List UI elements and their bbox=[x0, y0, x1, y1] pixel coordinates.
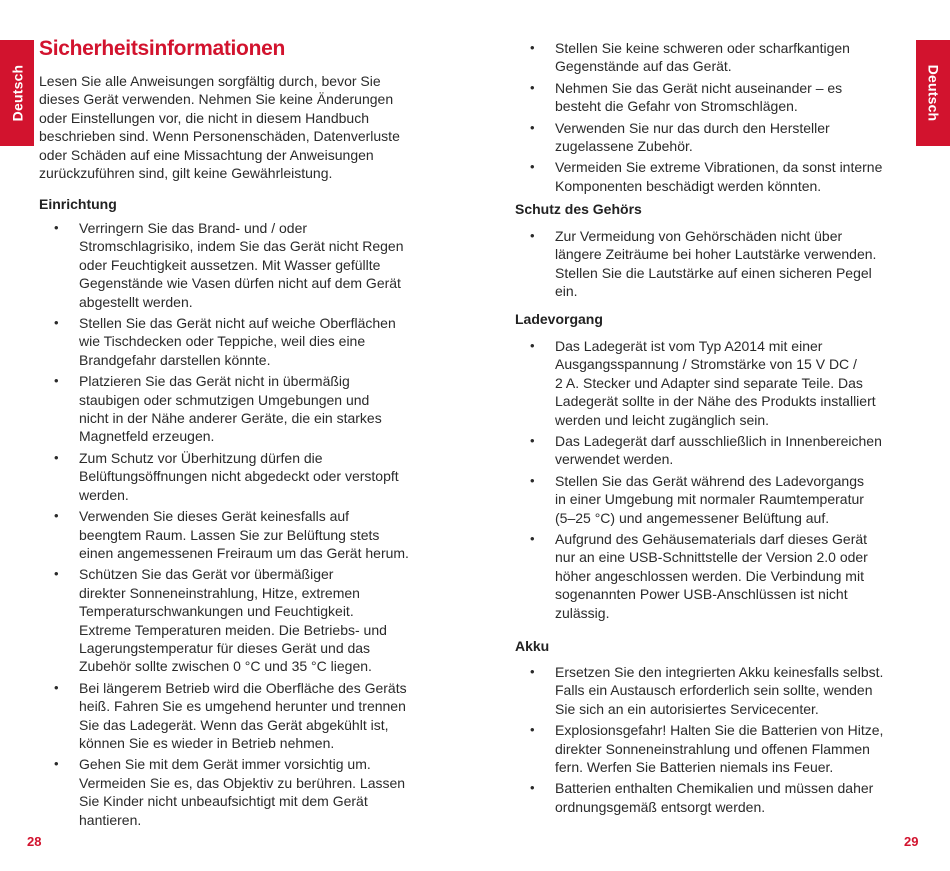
bullet-icon: • bbox=[530, 780, 535, 796]
section-heading-einrichtung: Einrichtung bbox=[39, 196, 117, 212]
bullet-icon: • bbox=[530, 228, 535, 243]
akku-list bbox=[515, 663, 915, 816]
language-tab-label: Deutsch bbox=[925, 64, 942, 122]
list-item: • Zur Vermeidung von Gehörschäden nicht über längere Zeiträume bei hoher Lautstärke verwenden. Stellen Sie die Lautstärke auf einen sicheren Pegel ein. bbox=[530, 228, 877, 300]
bullet-icon: • bbox=[54, 220, 59, 235]
bullet-icon: • bbox=[54, 508, 59, 524]
page-number-right: 29 bbox=[904, 834, 919, 849]
list-item: • Verwenden Sie nur das durch den Hersteller zugelassene Zubehör. bbox=[530, 119, 830, 155]
list-item: • Stellen Sie keine schweren oder scharfkantigen Gegenstände auf das Gerät. bbox=[530, 40, 850, 75]
einrichtung-list bbox=[39, 219, 449, 829]
bullet-icon: • bbox=[54, 566, 59, 582]
list-item: • Batterien enthalten Chemikalien und müssen daher ordnungsgemäß entsorgt werden. bbox=[530, 780, 874, 815]
bullet-icon: • bbox=[530, 664, 535, 679]
language-tab-right bbox=[916, 40, 950, 146]
bullet-icon: • bbox=[530, 159, 535, 175]
bullet-icon: • bbox=[530, 433, 535, 449]
list-item: • Vermeiden Sie extreme Vibrationen, da sonst interne Komponenten beschädigt werden könnten. bbox=[530, 159, 883, 194]
general-safety-list bbox=[515, 39, 915, 195]
language-tab-left bbox=[0, 40, 34, 146]
section-heading-gehoer: Schutz des Gehörs bbox=[515, 201, 642, 217]
bullet-icon: • bbox=[54, 679, 59, 695]
bullet-icon: • bbox=[54, 756, 59, 772]
bullet-icon: • bbox=[54, 373, 59, 389]
list-item: • Ersetzen Sie den integrierten Akku keinesfalls selbst. Falls ein Austausch erforderlich sein sollte, wenden Sie sich an ein autorisiertes Servicecenter. bbox=[530, 664, 884, 717]
bullet-icon: • bbox=[530, 531, 535, 547]
bullet-icon: • bbox=[54, 315, 59, 331]
bullet-icon: • bbox=[54, 449, 59, 465]
language-tab-label: Deutsch bbox=[9, 64, 26, 122]
list-item: • Platzieren Sie das Gerät nicht in übermäßig staubigen oder schmutzigen Umgebungen und nicht in der Nähe anderer Geräte, die ein starkes Magnetfeld erzeugen. bbox=[54, 373, 382, 445]
bullet-icon: • bbox=[530, 119, 535, 135]
list-item: • Das Ladegerät darf ausschließlich in Innenbereichen verwendet werden. bbox=[530, 433, 882, 468]
bullet-icon: • bbox=[530, 722, 535, 738]
list-item: • Verwenden Sie dieses Gerät keinesfalls auf beengtem Raum. Lassen Sie zur Belüftung stets einen angemessenen Freiraum um das Gerät herum. bbox=[54, 508, 409, 561]
page-number-left: 28 bbox=[27, 834, 42, 849]
list-item: • Verringern Sie das Brand- und / oder Stromschlagrisiko, indem Sie das Gerät nicht Regen oder Feuchtigkeit aussetzen. Mit Wasser gefüllte Gegenstände wie Vasen dürfen nicht auf dem Gerät abgestellt werden. bbox=[54, 220, 404, 310]
bullet-icon: • bbox=[530, 338, 535, 353]
section-heading-ladevorgang: Ladevorgang bbox=[515, 311, 603, 327]
list-item: • Aufgrund des Gehäusematerials darf dieses Gerät nur an eine USB-Schnittstelle der Version 2.0 oder höher angeschlossen werden. Die Verbindung mit sogenannten Power USB-Anschlüssen ist nicht zulässig. bbox=[530, 531, 868, 621]
list-item: • Nehmen Sie das Gerät nicht auseinander – es besteht die Gefahr von Stromschlägen. bbox=[530, 79, 843, 115]
list-item: • Das Ladegerät ist vom Typ A2014 mit einer Ausgangsspannung / Stromstärke von 15 V DC / 2 A. Stecker und Adapter sind separate Teile. Das Ladegerät sollte in der Nähe des Produkts installiert werden und leicht zugänglich sein. bbox=[530, 338, 876, 428]
section-heading-akku: Akku bbox=[515, 638, 550, 654]
gehoer-list bbox=[515, 227, 915, 301]
ladevorgang-list bbox=[515, 337, 915, 622]
list-item: • Stellen Sie das Gerät nicht auf weiche Oberflächen wie Tischdecken oder Teppiche, weil dies eine Brandgefahr darstellen könnte. bbox=[54, 315, 396, 368]
list-item: • Schützen Sie das Gerät vor übermäßiger direkter Sonneneinstrahlung, Hitze, extremen Temperaturschwankungen und Feuchtigkeit. Extreme Temperaturen meiden. Die Betriebs- und Lagerungstemperatur für dieses Gerät und das Zubehör sollte zwischen 0 °C und 35 °C liegen. bbox=[54, 566, 387, 675]
list-item: • Gehen Sie mit dem Gerät immer vorsichtig um. Vermeiden Sie es, das Objektiv zu berühren. Lassen Sie Kinder nicht unbeaufsichtigt mit dem Gerät hantieren. bbox=[54, 756, 406, 828]
bullet-icon: • bbox=[530, 79, 535, 95]
bullet-icon: • bbox=[530, 472, 535, 488]
bullet-icon: • bbox=[530, 40, 535, 55]
list-item: • Bei längerem Betrieb wird die Oberfläche des Geräts heiß. Fahren Sie es umgehend herunter und trennen Sie das Ladegerät. Wenn das Gerät abgekühlt ist, können Sie es wieder in Betrieb nehmen. bbox=[54, 679, 407, 751]
list-item: • Explosionsgefahr! Halten Sie die Batterien von Hitze, direkter Sonneneinstrahlung und offenen Flammen fern. Werfen Sie Batterien niemals ins Feuer. bbox=[530, 722, 884, 776]
list-item: • Stellen Sie das Gerät während des Ladevorgangs in einer Umgebung mit normaler Raumtemperatur (5–25 °C) und angemessener Belüftung auf. bbox=[530, 472, 864, 526]
page-title: Sicherheitsinformationen bbox=[39, 37, 286, 60]
list-item: • Zum Schutz vor Überhitzung dürfen die Belüftungsöffnungen nicht abgedeckt oder verstopft werden. bbox=[54, 449, 399, 503]
intro-paragraph: Lesen Sie alle Anweisungen sorgfältig durch, bevor Sie dieses Gerät verwenden. Nehmen Sie keine Änderungen oder Einstellungen vor, die nicht in diesem Handbuch beschrieben sind. Wenn Personenschäden, Datenverluste oder Schäden auf eine Missachtung der Anweisungen zurückzuführen sind, gilt keine Gewährleistung. bbox=[39, 73, 400, 182]
right-page bbox=[475, 0, 950, 871]
